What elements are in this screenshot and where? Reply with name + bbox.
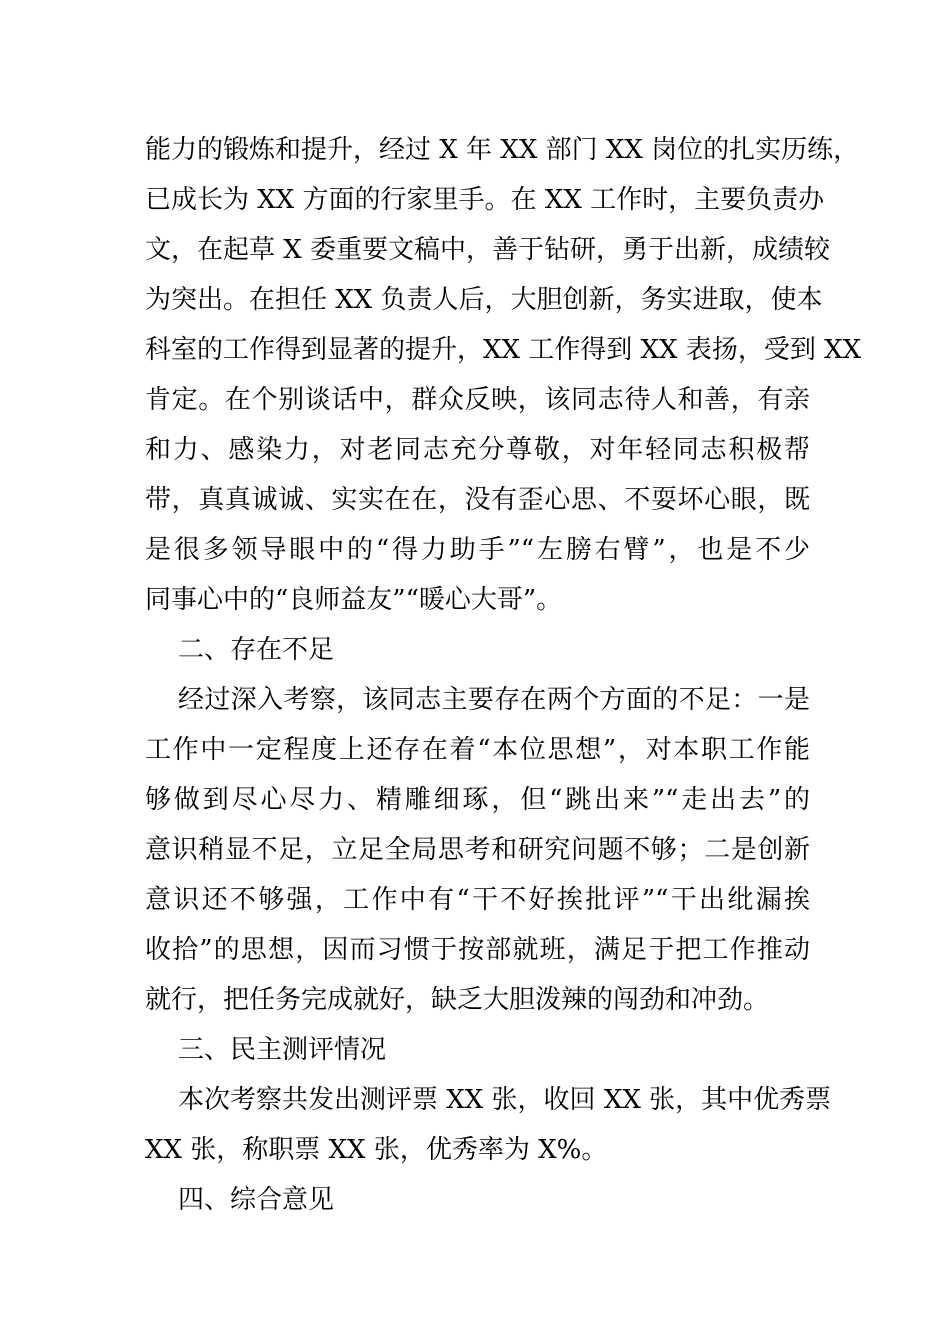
paragraph-line: 和力、感染力，对老同志充分尊敬，对年轻同志积极帮 <box>145 435 810 465</box>
paragraph-line: 能力的锻炼和提升，经过 X 年 XX 部门 XX 岗位的扎实历练， <box>145 135 860 165</box>
paragraph-line: 收拾”的思想，因而习惯于按部就班，满足于把工作推动 <box>145 935 810 965</box>
paragraph-line: 同事心中的“良师益友”“暖心大哥”。 <box>145 585 563 615</box>
paragraph-line: XX 张，称职票 XX 张，优秀率为 X%。 <box>145 1135 608 1165</box>
paragraph-line: 就行，把任务完成就好，缺乏大胆泼辣的闯劲和冲劲。 <box>145 985 770 1015</box>
paragraph-line: 经过深入考察，该同志主要存在两个方面的不足：一是 <box>178 685 810 715</box>
paragraph-line: 工作中一定程度上还存在着“本位思想”，对本职工作能 <box>145 735 810 765</box>
paragraph-line: 带，真真诚诚、实实在在，没有歪心思、不耍坏心眼，既 <box>145 485 810 515</box>
paragraph-line: 肯定。在个别谈话中，群众反映，该同志待人和善，有亲 <box>145 385 810 415</box>
paragraph-line: 够做到尽心尽力、精雕细琢，但“跳出来”“走出去”的 <box>145 785 810 815</box>
paragraph-line: 意识还不够强，工作中有“干不好挨批评”“干出纰漏挨 <box>145 885 810 915</box>
paragraph-line: 为突出。在担任 XX 负责人后，大胆创新，务实进取，使本 <box>145 285 823 315</box>
section-heading-deficiencies: 二、存在不足 <box>178 635 335 665</box>
paragraph-line: 本次考察共发出测评票 XX 张，收回 XX 张，其中优秀票 <box>178 1085 832 1115</box>
paragraph-line: 意识稍显不足，立足全局思考和研究问题不够；二是创新 <box>145 835 810 865</box>
section-heading-evaluation: 三、民主测评情况 <box>178 1035 387 1065</box>
paragraph-line: 科室的工作得到显著的提升，XX 工作得到 XX 表扬，受到 XX <box>145 335 862 365</box>
paragraph-line: 已成长为 XX 方面的行家里手。在 XX 工作时，主要负责办 <box>145 185 825 215</box>
section-heading-opinion: 四、综合意见 <box>178 1185 335 1215</box>
paragraph-line: 文，在起草 X 委重要文稿中，善于钻研，勇于出新，成绩较 <box>145 235 831 265</box>
paragraph-line: 是很多领导眼中的“得力助手”“左膀右臂”，也是不少 <box>145 535 810 565</box>
